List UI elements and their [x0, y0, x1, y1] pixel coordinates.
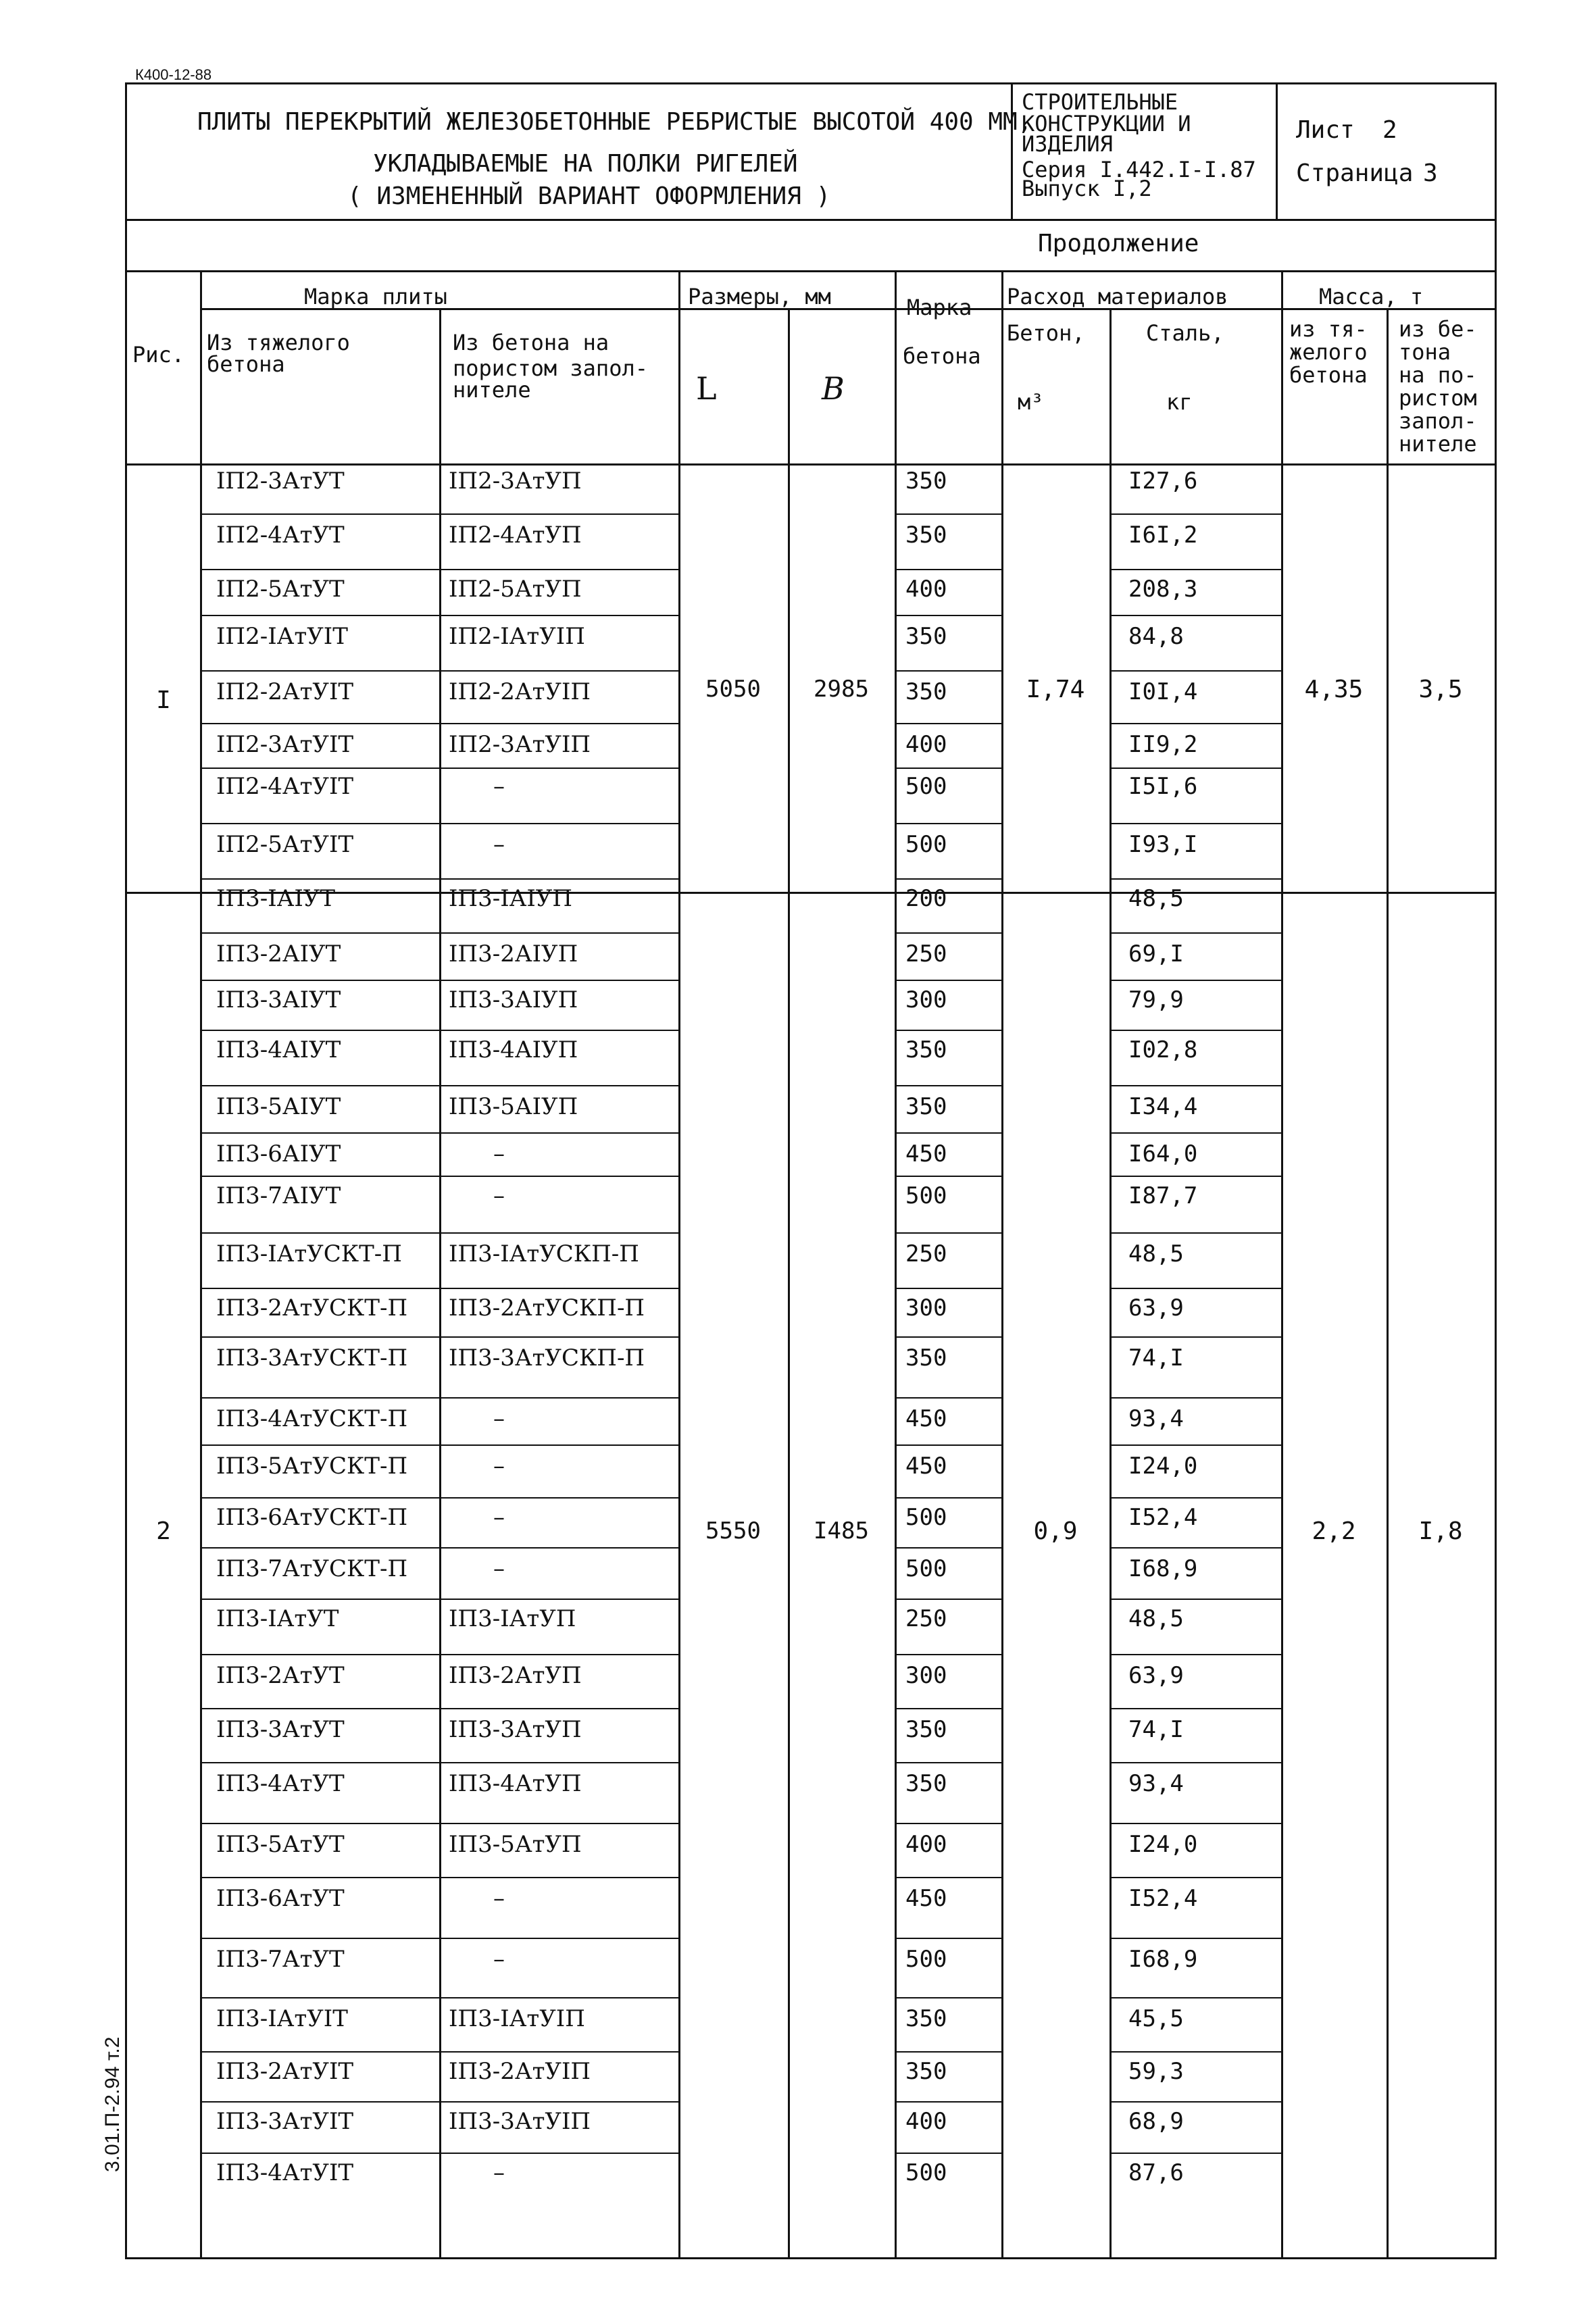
- page-number: 3: [1423, 159, 1438, 187]
- row-23-heavy-brand: IП3-IАтУТ: [216, 1605, 339, 1632]
- grid-line: [1109, 1030, 1281, 1031]
- row-11-heavy-brand: IП3-3АIУТ: [216, 986, 341, 1013]
- grid-line: [1109, 569, 1281, 570]
- grid-line: [895, 1288, 1001, 1289]
- grid-line: [1109, 1654, 1281, 1655]
- row-18-steel: 74,I: [1128, 1344, 1184, 1372]
- grid-line: [1109, 1232, 1281, 1234]
- grid-line: [678, 270, 680, 2259]
- grid-line: [895, 1547, 1001, 1549]
- grid-line: [1276, 82, 1278, 219]
- grid-line: [895, 1997, 1001, 1998]
- grid-line: [895, 2101, 1001, 2103]
- title-line-3: ( ИЗМЕНЕННЫЙ ВАРИАНТ ОФОРМЛЕНИЯ ): [347, 182, 831, 210]
- header-mass-porous-5: запол-: [1399, 408, 1477, 434]
- series-line-5: Выпуск I,2: [1022, 176, 1152, 201]
- row-4-heavy-brand: IП2-IАтУIТ: [216, 623, 348, 650]
- header-mass-porous-3: на по-: [1399, 362, 1477, 388]
- row-2-porous-brand: IП2-4АтУП: [449, 522, 582, 549]
- grid-line: [895, 1877, 1001, 1878]
- row-3-steel: 208,3: [1128, 576, 1198, 603]
- row-13-heavy-brand: IП3-5АIУТ: [216, 1093, 341, 1120]
- group-2-width: I485: [814, 1517, 869, 1544]
- row-6-heavy-brand: IП2-3АтУIТ: [216, 731, 354, 758]
- row-3-heavy-brand: IП2-5АтУТ: [216, 576, 345, 603]
- row-31-heavy-brand: IП3-2АтУIТ: [216, 2058, 354, 2085]
- row-15-steel: I87,7: [1128, 1182, 1198, 1209]
- header-brand-porous-3: нителе: [453, 377, 531, 403]
- document-code: К400-12-88: [135, 66, 212, 83]
- row-16-grade: 250: [905, 1240, 947, 1267]
- grid-line: [895, 723, 1001, 724]
- row-11-steel: 79,9: [1128, 986, 1184, 1013]
- series-line-4: Серия I.442.I-I.87: [1022, 157, 1256, 182]
- grid-line: [1109, 1823, 1281, 1824]
- grid-line: [1387, 308, 1389, 2259]
- group-2-concrete: 0,9: [1033, 1517, 1078, 1545]
- row-2-steel: I6I,2: [1128, 522, 1198, 549]
- grid-line: [1109, 1547, 1281, 1549]
- row-10-heavy-brand: IП3-2АIУТ: [216, 940, 341, 967]
- grid-line: [895, 1132, 1001, 1134]
- grid-line: [895, 1085, 1001, 1086]
- grid-line: [895, 1176, 1001, 1177]
- row-28-heavy-brand: IП3-6АтУТ: [216, 1885, 345, 1912]
- group-1-fig: I: [156, 686, 171, 714]
- row-5-grade: 350: [905, 678, 947, 705]
- grid-line: [1109, 980, 1281, 981]
- row-27-steel: I24,0: [1128, 1831, 1198, 1858]
- row-13-porous-brand: IП3-5АIУП: [449, 1093, 578, 1120]
- grid-line: [1109, 2153, 1281, 2154]
- row-19-grade: 450: [905, 1405, 947, 1432]
- row-21-porous-brand: –: [493, 1504, 505, 1531]
- row-29-heavy-brand: IП3-7АтУТ: [216, 1946, 345, 1973]
- row-6-grade: 400: [905, 731, 947, 758]
- sheet-number: 2: [1382, 116, 1397, 144]
- row-6-porous-brand: IП2-3АтУIП: [449, 731, 591, 758]
- row-29-porous-brand: –: [493, 1946, 505, 1973]
- row-33-heavy-brand: IП3-4АтУIТ: [216, 2159, 354, 2186]
- row-27-grade: 400: [905, 1831, 947, 1858]
- grid-line: [1109, 1938, 1281, 1939]
- row-8-heavy-brand: IП2-5АтУIТ: [216, 831, 354, 858]
- row-15-heavy-brand: IП3-7АIУТ: [216, 1182, 341, 1209]
- header-steel: Сталь,: [1146, 320, 1224, 346]
- row-21-steel: I52,4: [1128, 1504, 1198, 1531]
- row-16-steel: 48,5: [1128, 1240, 1184, 1267]
- header-concrete: Бетон,: [1007, 320, 1085, 346]
- row-32-heavy-brand: IП3-3АтУIТ: [216, 2108, 354, 2135]
- row-10-porous-brand: IП3-2АIУП: [449, 940, 578, 967]
- row-12-steel: I02,8: [1128, 1036, 1198, 1063]
- row-17-grade: 300: [905, 1294, 947, 1322]
- grid-line: [895, 1762, 1001, 1763]
- header-grade-2: бетона: [903, 343, 981, 369]
- grid-line: [895, 1336, 1001, 1338]
- grid-line: [895, 1397, 1001, 1399]
- group-1-concrete: I,74: [1026, 676, 1085, 703]
- row-20-steel: I24,0: [1128, 1453, 1198, 1480]
- page-label: Страница: [1296, 159, 1414, 187]
- row-30-heavy-brand: IП3-IАтУIТ: [216, 2005, 348, 2032]
- row-17-heavy-brand: IП3-2АтУСКТ-П: [216, 1294, 408, 1322]
- header-dim-l: L: [696, 370, 717, 407]
- grid-line: [1109, 1085, 1281, 1086]
- grid-line: [125, 270, 1497, 272]
- row-30-porous-brand: IП3-IАтУIП: [449, 2005, 585, 2032]
- row-14-porous-brand: –: [493, 1140, 505, 1167]
- side-archive-code: 3.01.П-2.94 т.2: [101, 2036, 124, 2172]
- row-8-grade: 500: [905, 831, 947, 858]
- row-23-porous-brand: IП3-IАтУП: [449, 1605, 576, 1632]
- row-21-grade: 500: [905, 1504, 947, 1531]
- row-6-steel: II9,2: [1128, 731, 1198, 758]
- row-4-grade: 350: [905, 623, 947, 650]
- grid-line: [1281, 270, 1283, 2259]
- group-2-mass-porous: I,8: [1418, 1517, 1463, 1545]
- group-1-width: 2985: [814, 676, 869, 703]
- row-2-grade: 350: [905, 522, 947, 549]
- row-33-steel: 87,6: [1128, 2159, 1184, 2186]
- row-23-grade: 250: [905, 1605, 947, 1632]
- header-mass-porous-2: тона: [1399, 339, 1451, 365]
- row-18-porous-brand: IП3-3АтУСКП-П: [449, 1344, 645, 1372]
- group-2-length: 5550: [705, 1517, 761, 1544]
- row-1-steel: I27,6: [1128, 468, 1198, 495]
- header-mass-heavy-1: из тя-: [1289, 316, 1368, 342]
- header-fig: Рис.: [132, 342, 185, 368]
- grid-line: [895, 670, 1001, 672]
- grid-line: [895, 270, 897, 2259]
- grid-line: [895, 1938, 1001, 1939]
- continuation-label: Продолжение: [1038, 230, 1199, 257]
- row-12-grade: 350: [905, 1036, 947, 1063]
- grid-line: [1109, 823, 1281, 824]
- grid-line: [895, 513, 1001, 515]
- row-10-grade: 250: [905, 940, 947, 967]
- title-line-1: ПЛИТЫ ПЕРЕКРЫТИЙ ЖЕЛЕЗОБЕТОННЫЕ РЕБРИСТЫЕ ВЫСОТОЙ 400 ММ,: [197, 108, 1032, 136]
- grid-line: [125, 892, 1497, 894]
- row-21-heavy-brand: IП3-6АтУСКТ-П: [216, 1504, 408, 1531]
- header-dims: Размеры, мм: [688, 284, 831, 309]
- grid-line: [1109, 723, 1281, 724]
- grid-line: [1109, 2101, 1281, 2103]
- header-mass-porous-6: нителе: [1399, 431, 1477, 457]
- row-28-steel: I52,4: [1128, 1885, 1198, 1912]
- grid-line: [1109, 1176, 1281, 1177]
- row-20-grade: 450: [905, 1453, 947, 1480]
- row-22-grade: 500: [905, 1555, 947, 1582]
- header-brand-heavy-2: бетона: [207, 351, 285, 377]
- row-16-heavy-brand: IП3-IАтУСКТ-П: [216, 1240, 402, 1267]
- grid-line: [895, 569, 1001, 570]
- grid-line: [895, 2153, 1001, 2154]
- row-24-steel: 63,9: [1128, 1662, 1184, 1689]
- header-brand-porous-2: пористом запол-: [453, 355, 648, 381]
- row-1-heavy-brand: IП2-3АтУТ: [216, 468, 345, 495]
- row-28-porous-brand: –: [493, 1885, 505, 1912]
- grid-line: [1109, 1877, 1281, 1878]
- grid-line: [1109, 2051, 1281, 2053]
- row-7-steel: I5I,6: [1128, 773, 1198, 800]
- row-20-porous-brand: –: [493, 1453, 505, 1480]
- header-consumption: Расход материалов: [1007, 284, 1228, 309]
- grid-line: [1109, 1444, 1281, 1446]
- row-10-steel: 69,I: [1128, 940, 1184, 967]
- row-24-porous-brand: IП3-2АтУП: [449, 1662, 582, 1689]
- grid-line: [1109, 1708, 1281, 1709]
- grid-line: [1109, 932, 1281, 934]
- row-28-grade: 450: [905, 1885, 947, 1912]
- row-22-steel: I68,9: [1128, 1555, 1198, 1582]
- row-16-porous-brand: IП3-IАтУСКП-П: [449, 1240, 639, 1267]
- grid-line: [1109, 1336, 1281, 1338]
- row-1-grade: 350: [905, 468, 947, 495]
- row-3-grade: 400: [905, 576, 947, 603]
- header-dim-b: B: [822, 370, 845, 407]
- row-18-grade: 350: [905, 1344, 947, 1372]
- grid-line: [895, 1497, 1001, 1499]
- row-19-steel: 93,4: [1128, 1405, 1184, 1432]
- row-30-steel: 45,5: [1128, 2005, 1184, 2032]
- grid-line: [895, 1823, 1001, 1824]
- row-22-heavy-brand: IП3-7АтУСКТ-П: [216, 1555, 408, 1582]
- grid-line: [895, 980, 1001, 981]
- row-7-porous-brand: –: [493, 773, 505, 800]
- row-32-grade: 400: [905, 2108, 947, 2135]
- row-33-grade: 500: [905, 2159, 947, 2186]
- row-4-steel: 84,8: [1128, 623, 1184, 650]
- grid-line: [895, 1708, 1001, 1709]
- row-32-steel: 68,9: [1128, 2108, 1184, 2135]
- series-line-1: СТРОИТЕЛЬНЫЕ: [1022, 89, 1178, 115]
- row-9-grade: 200: [905, 885, 947, 912]
- series-line-3: ИЗДЕЛИЯ: [1022, 131, 1113, 157]
- header-brand-heavy-1: Из тяжелого: [207, 330, 350, 355]
- row-15-grade: 500: [905, 1182, 947, 1209]
- header-mass-heavy-2: желого: [1289, 339, 1368, 365]
- row-25-porous-brand: IП3-3АтУП: [449, 1716, 582, 1743]
- header-brand: Марка плиты: [304, 284, 447, 309]
- group-1-mass-porous: 3,5: [1418, 676, 1463, 703]
- grid-line: [788, 308, 790, 2259]
- row-26-heavy-brand: IП3-4АтУТ: [216, 1770, 345, 1797]
- grid-line: [1109, 1997, 1281, 1998]
- grid-line: [200, 270, 202, 2259]
- row-27-heavy-brand: IП3-5АтУТ: [216, 1831, 345, 1858]
- group-2-mass-heavy: 2,2: [1312, 1517, 1356, 1545]
- grid-line: [1109, 1599, 1281, 1600]
- row-11-grade: 300: [905, 986, 947, 1013]
- row-29-grade: 500: [905, 1946, 947, 1973]
- row-14-steel: I64,0: [1128, 1140, 1198, 1167]
- grid-line: [1109, 513, 1281, 515]
- grid-line: [895, 878, 1001, 880]
- row-25-steel: 74,I: [1128, 1716, 1184, 1743]
- row-2-heavy-brand: IП2-4АтУТ: [216, 522, 345, 549]
- grid-line: [1109, 878, 1281, 880]
- row-24-grade: 300: [905, 1662, 947, 1689]
- grid-line: [895, 2051, 1001, 2053]
- row-5-heavy-brand: IП2-2АтУIТ: [216, 678, 354, 705]
- header-mass-porous-1: из бе-: [1399, 316, 1477, 342]
- row-13-grade: 350: [905, 1093, 947, 1120]
- row-7-grade: 500: [905, 773, 947, 800]
- row-20-heavy-brand: IП3-5АтУСКТ-П: [216, 1453, 408, 1480]
- row-19-heavy-brand: IП3-4АтУСКТ-П: [216, 1405, 408, 1432]
- grid-line: [895, 1232, 1001, 1234]
- row-25-grade: 350: [905, 1716, 947, 1743]
- header-grade-1: Марка: [907, 295, 972, 320]
- sheet-frame: [125, 82, 1497, 2259]
- row-4-porous-brand: IП2-IАтУIП: [449, 623, 585, 650]
- row-15-porous-brand: –: [493, 1182, 505, 1209]
- row-8-porous-brand: –: [493, 831, 505, 858]
- grid-line: [1109, 1397, 1281, 1399]
- row-25-heavy-brand: IП3-3АтУТ: [216, 1716, 345, 1743]
- row-31-grade: 350: [905, 2058, 947, 2085]
- row-32-porous-brand: IП3-3АтУIП: [449, 2108, 591, 2135]
- grid-line: [439, 308, 441, 2259]
- row-31-steel: 59,3: [1128, 2058, 1184, 2085]
- row-29-steel: I68,9: [1128, 1946, 1198, 1973]
- grid-line: [895, 823, 1001, 824]
- sheet-label: Лист: [1296, 116, 1355, 144]
- row-3-porous-brand: IП2-5АтУП: [449, 576, 582, 603]
- header-mass: Масса, т: [1319, 284, 1424, 309]
- row-31-porous-brand: IП3-2АтУIП: [449, 2058, 591, 2085]
- row-9-heavy-brand: IП3-IАIУТ: [216, 885, 336, 912]
- grid-line: [200, 308, 1497, 310]
- row-9-steel: 48,5: [1128, 885, 1184, 912]
- row-13-steel: I34,4: [1128, 1093, 1198, 1120]
- row-17-steel: 63,9: [1128, 1294, 1184, 1322]
- row-8-steel: I93,I: [1128, 831, 1198, 858]
- row-33-porous-brand: –: [493, 2159, 505, 2186]
- grid-line: [1109, 1132, 1281, 1134]
- row-14-heavy-brand: IП3-6АIУТ: [216, 1140, 341, 1167]
- group-1-mass-heavy: 4,35: [1304, 676, 1364, 703]
- header-concrete-unit: м³: [1018, 389, 1044, 415]
- grid-line: [895, 1599, 1001, 1600]
- grid-line: [1109, 308, 1112, 2259]
- grid-line: [1109, 1288, 1281, 1289]
- row-5-steel: I0I,4: [1128, 678, 1198, 705]
- grid-line: [895, 1030, 1001, 1031]
- group-2-fig: 2: [156, 1517, 171, 1545]
- row-27-porous-brand: IП3-5АтУП: [449, 1831, 582, 1858]
- grid-line: [895, 1444, 1001, 1446]
- title-line-2: УКЛАДЫВАЕМЫЕ НА ПОЛКИ РИГЕЛЕЙ: [373, 150, 798, 178]
- row-26-porous-brand: IП3-4АтУП: [449, 1770, 582, 1797]
- grid-line: [125, 219, 1497, 221]
- grid-line: [895, 615, 1001, 616]
- series-line-2: КОНСТРУКЦИИ И: [1022, 111, 1191, 136]
- grid-line: [1011, 82, 1013, 219]
- row-26-grade: 350: [905, 1770, 947, 1797]
- grid-line: [895, 1654, 1001, 1655]
- row-11-porous-brand: IП3-3АIУП: [449, 986, 578, 1013]
- header-mass-heavy-3: бетона: [1289, 362, 1368, 388]
- grid-line: [1109, 768, 1281, 769]
- grid-line: [125, 463, 1497, 466]
- row-14-grade: 450: [905, 1140, 947, 1167]
- header-brand-porous-1: Из бетона на: [453, 330, 609, 355]
- grid-line: [895, 768, 1001, 769]
- header-steel-unit: кг: [1166, 389, 1193, 415]
- row-30-grade: 350: [905, 2005, 947, 2032]
- row-7-heavy-brand: IП2-4АтУIТ: [216, 773, 354, 800]
- row-5-porous-brand: IП2-2АтУIП: [449, 678, 591, 705]
- row-12-porous-brand: IП3-4АIУП: [449, 1036, 578, 1063]
- row-23-steel: 48,5: [1128, 1605, 1184, 1632]
- grid-line: [1109, 615, 1281, 616]
- row-22-porous-brand: –: [493, 1555, 505, 1582]
- row-18-heavy-brand: IП3-3АтУСКТ-П: [216, 1344, 408, 1372]
- group-1-length: 5050: [705, 676, 761, 703]
- grid-line: [1001, 270, 1003, 2259]
- row-9-porous-brand: IП3-IАIУП: [449, 885, 573, 912]
- row-17-porous-brand: IП3-2АтУСКП-П: [449, 1294, 645, 1322]
- row-26-steel: 93,4: [1128, 1770, 1184, 1797]
- row-19-porous-brand: –: [493, 1405, 505, 1432]
- row-24-heavy-brand: IП3-2АтУТ: [216, 1662, 345, 1689]
- grid-line: [1109, 670, 1281, 672]
- grid-line: [1109, 1497, 1281, 1499]
- grid-line: [1109, 1762, 1281, 1763]
- header-mass-porous-4: ристом: [1399, 385, 1477, 411]
- row-1-porous-brand: IП2-3АтУП: [449, 468, 582, 495]
- row-12-heavy-brand: IП3-4АIУТ: [216, 1036, 341, 1063]
- grid-line: [895, 932, 1001, 934]
